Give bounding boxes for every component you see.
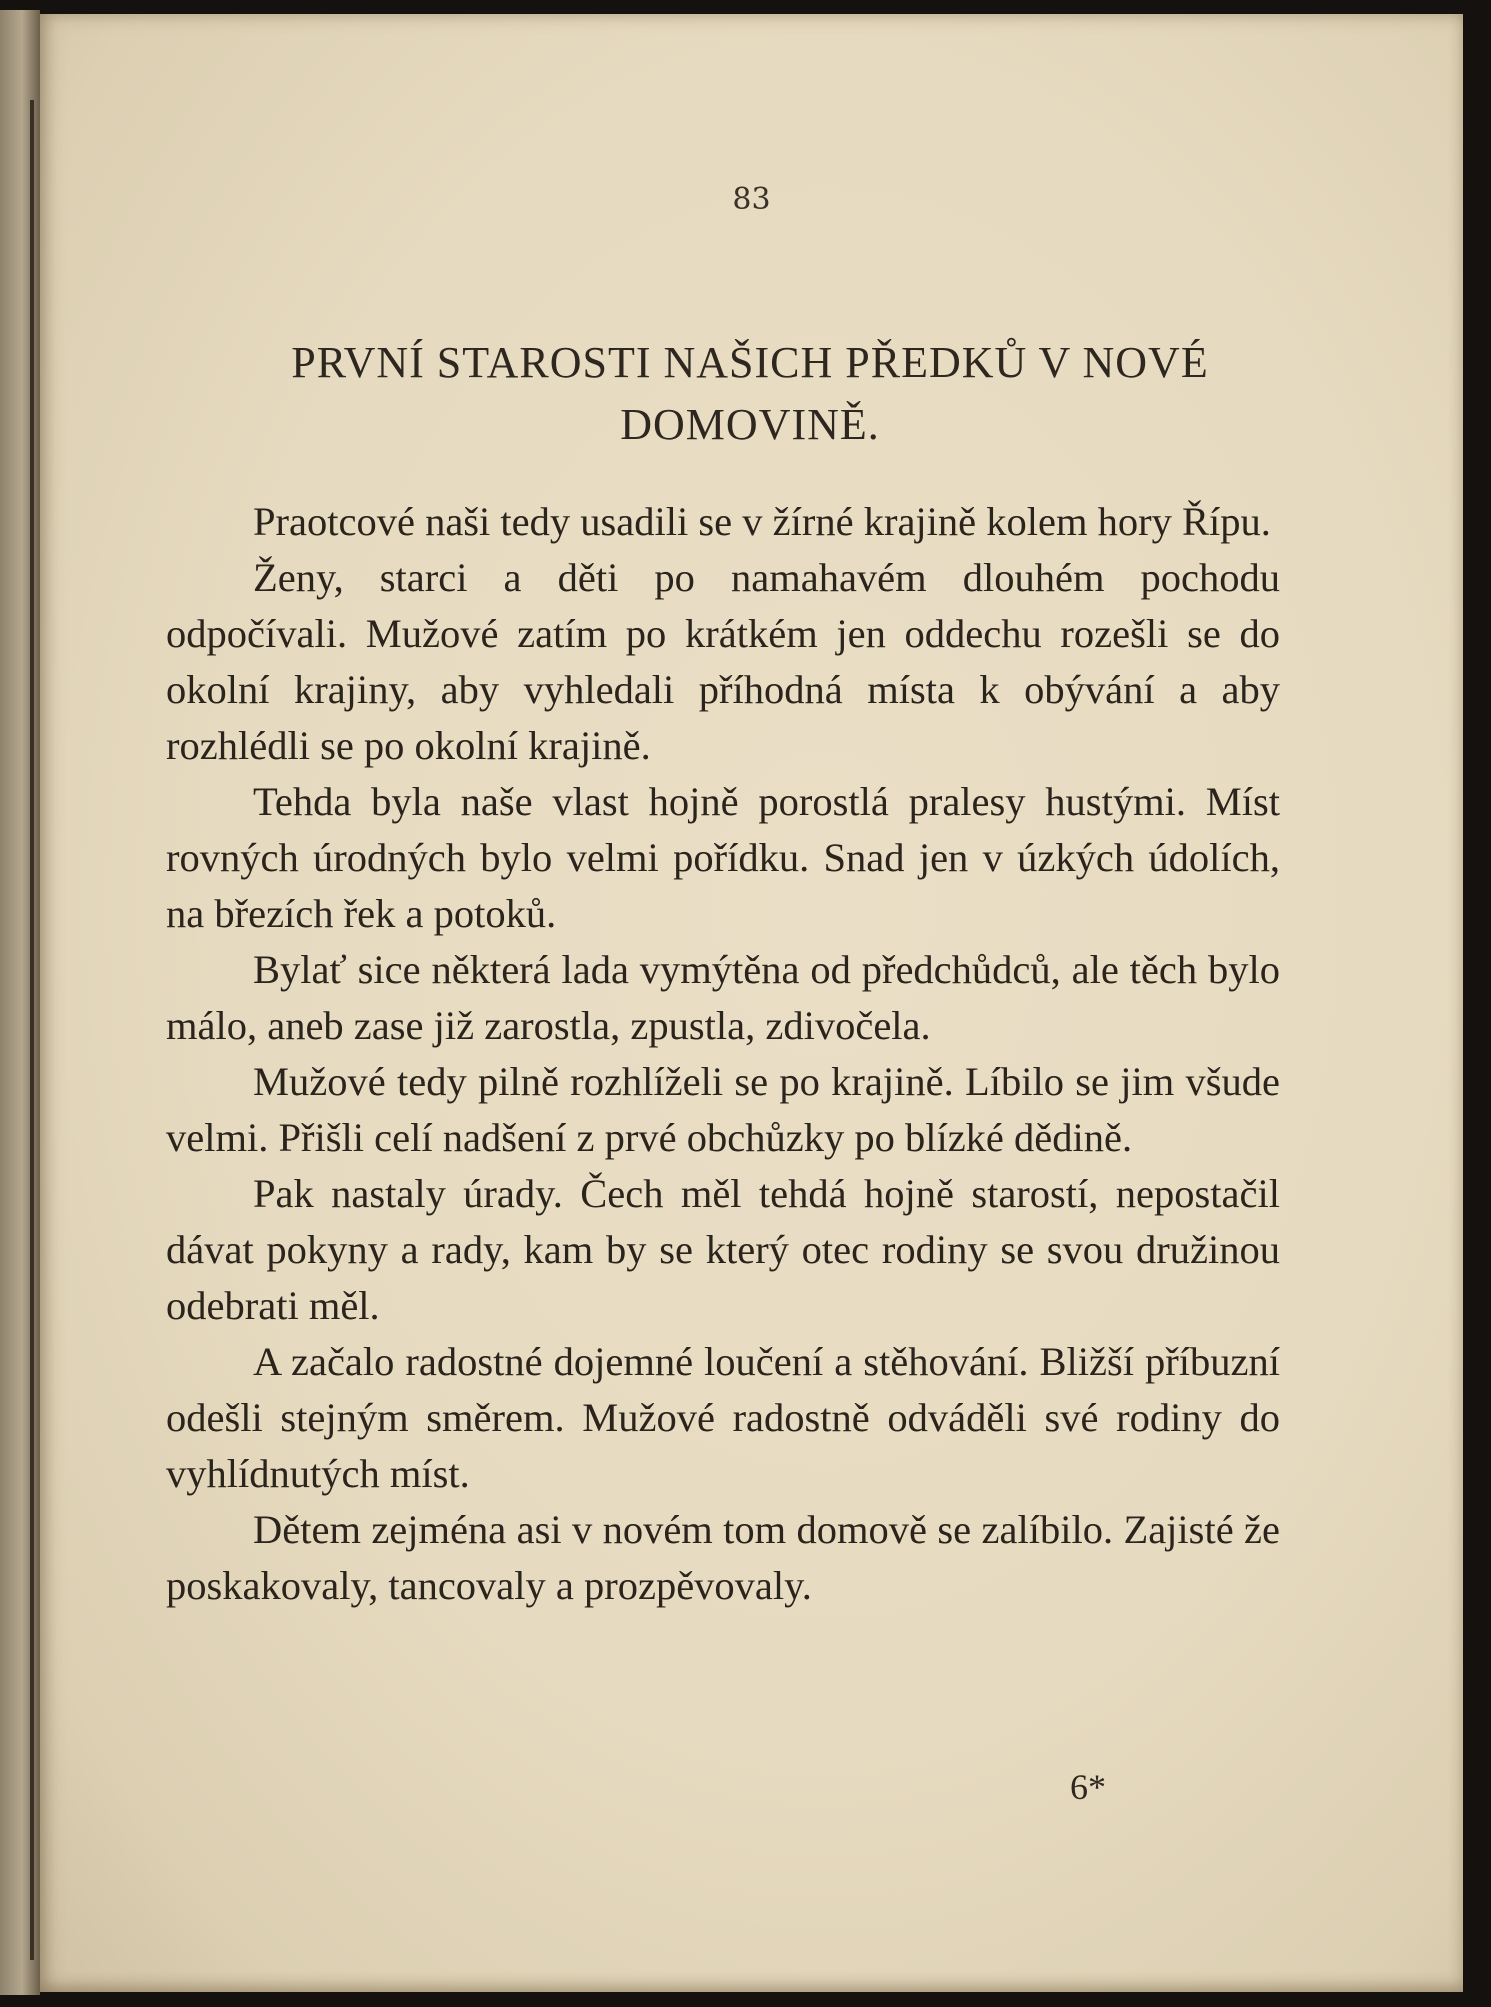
chapter-title — [190, 332, 1310, 456]
paragraph: Ženy, starci a děti po namahavém dlouhém pochodu odpočívali. Mužové zatím po krátkém jen oddechu rozešli se do okolní krajiny, aby vyhledali příhodná místa k obývání a aby rozhlédli se po okolní krajině. — [166, 555, 1280, 768]
signature-mark: 6* — [1070, 1767, 1106, 1807]
paragraph: Pak nastaly úrady. Čech měl tehdá hojně starostí, nepostačil dávat pokyny a rady, kam by se který otec rodiny se svou družinou odebrati měl. — [166, 1171, 1280, 1328]
paragraph: A začalo radostné dojemné loučení a stěhování. Bližší příbuzní odešli stejným směrem. Mužové radostně odváděli své rodiny do vyhlídnutých míst. — [166, 1339, 1280, 1496]
previous-page-edge — [0, 10, 40, 1995]
page-number: 83 — [732, 182, 771, 217]
paragraph: Dětem zejména asi v novém tom domově se zalíbilo. Zajisté že poskakovaly, tancovaly a prozpěvovaly. — [166, 1507, 1280, 1608]
paragraph: Tehda byla naše vlast hojně porostlá pralesy hustými. Míst rovných úrodných bylo velmi pořídku. Snad jen v úzkých údolích, na březích řek a potoků. — [166, 779, 1280, 936]
book-page — [40, 14, 1463, 1992]
paragraph: Mužové tedy pilně rozhlíželi se po krajině. Líbilo se jim všude velmi. Přišli celí nadšení z prvé obchůzky po blízké dědině. — [166, 1059, 1280, 1160]
paragraph: Bylať sice některá lada vymýtěna od předchůdců, ale těch bylo málo, aneb zase již zarostla, zpustla, zdivočela. — [166, 947, 1280, 1048]
paragraph: Praotcové naši tedy usadili se v žírné krajině kolem hory Řípu. — [253, 499, 1271, 544]
body-text — [166, 494, 1280, 1614]
chapter-title-line-1: PRVNÍ STAROSTI NAŠICH PŘEDKŮ V NOVÉ — [291, 338, 1209, 387]
binding-line — [30, 100, 34, 1960]
chapter-title-line-2: DOMOVINĚ. — [620, 400, 880, 449]
